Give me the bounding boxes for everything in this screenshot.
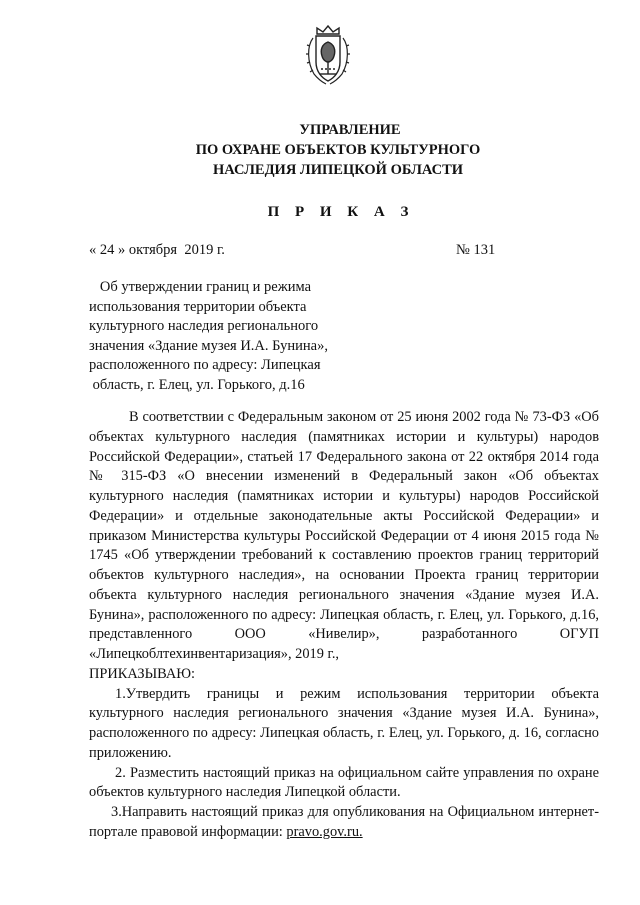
issuer-header	[0, 120, 640, 180]
subject-line: Об утверждении границ и режима	[89, 279, 312, 295]
subject-line: культурного наследия регионального	[89, 318, 319, 335]
header-line-3: НАСЛЕДИЯ ЛИПЕЦКОЙ ОБЛАСТИ	[212, 162, 464, 178]
order-date: « 24 » октября 2019 г.	[89, 242, 225, 258]
subject-line: использования территории объекта	[89, 298, 307, 315]
header-line-1: УПРАВЛЕНИЕ	[299, 122, 401, 138]
subject-line: область, г. Елец, ул. Горького, д.16	[89, 376, 305, 393]
subject-line: расположенного по адресу: Липецкая	[89, 357, 321, 374]
order-item-3	[89, 803, 599, 843]
order-title	[0, 204, 640, 221]
subject-line: значения «Здание музея И.А. Бунина»,	[89, 337, 328, 354]
order-word: ПРИКАЗЫВАЮ:	[89, 665, 196, 682]
pravo-gov-link[interactable]: pravo.gov.ru.	[286, 823, 363, 840]
order-subject	[89, 278, 349, 396]
coat-of-arms-emblem	[304, 24, 352, 88]
order-item-2: 2. Разместить настоящий приказ на официальном сайте управления по охране объектов культурного наследия Липецкой области.	[89, 764, 599, 801]
order-title-text: П Р И К А З	[267, 204, 415, 220]
order-body	[89, 408, 599, 843]
header-line-2: ПО ОХРАНЕ ОБЪЕКТОВ КУЛЬТУРНОГО	[195, 142, 481, 158]
order-number: № 131	[456, 242, 496, 258]
order-item-1: 1.Утвердить границы и режим использования территории объекта культурного наследия регионального значения «Здание музея И.А. Бунина», расположенного по адресу: Липецкая область, г. Елец, ул. Горького, д. 16, согласно приложению.	[89, 685, 599, 761]
preamble-paragraph: В соответствии с Федеральным законом от 25 июня 2002 года № 73-ФЗ «Об объектах культурного наследия (памятниках истории и культуры) народов Российской Федерации», статьей 17 Федерального закона от 22 октября 2014 года № 315-ФЗ «О внесении изменений в Федеральный закон «Об объектах культурного наследия (памятниках истории и культуры) народов Российской Федерации» и отдельные законодательные акты Российской Федерации» и приказом Министерства культуры Российской Федерации от 4 июня 2015 года № 1745 «Об утверждении требований к составлению проектов границ территорий объектов культурного наследия», на основании Проекта границ территории объекта культурного наследия регионального значения «Здание музея И.А. Бунина», расположенного по адресу: Липецкая область, г. Елец, ул. Горького, д.16, представленного ООО «Нивелир», разработанного ОГУП «Липецкоблтехинвентаризация», 2019 г.,	[89, 409, 599, 662]
order-item-3-text: 3.Направить настоящий приказ для опубликования на Официальном интернет-портале правовой информации:	[89, 804, 599, 840]
